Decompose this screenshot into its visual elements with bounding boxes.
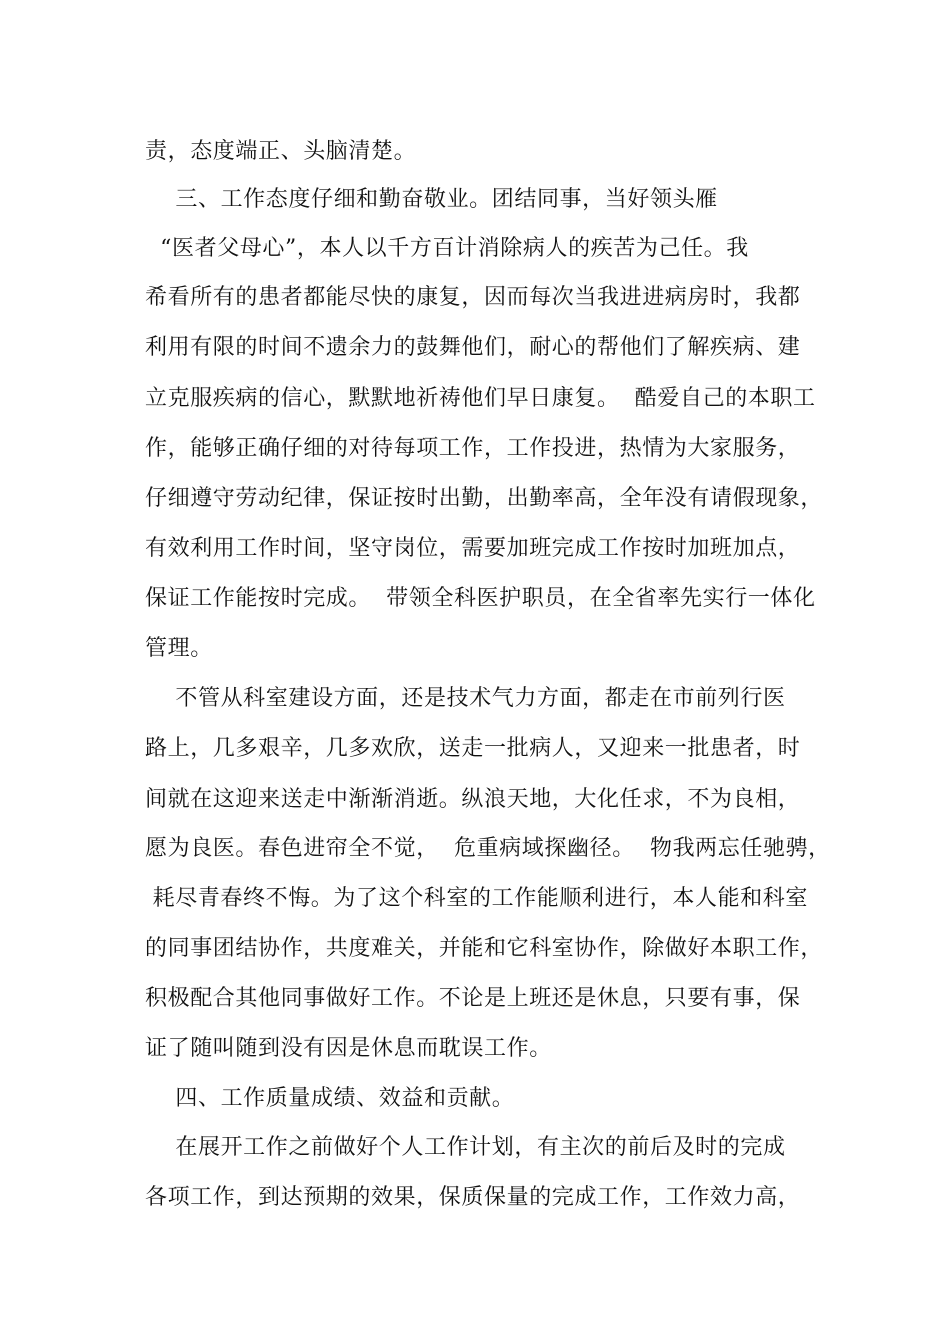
- text-line: 作，能够正确仔细的对待每项工作，工作投进，热情为大家服务，: [145, 436, 801, 461]
- text-line: 证了随叫随到没有因是休息而耽误工作。: [145, 1036, 552, 1061]
- text-line: 希看所有的患者都能尽快的康复，因而每次当我进进病房时，我都: [145, 285, 801, 310]
- section-heading-three: 三、工作态度仔细和勤奋敬业。团结同事，当好领头雁: [145, 187, 718, 212]
- text-line: 耗尽青春终不悔。为了这个科室的工作能顺利进行，本人能和科室: [145, 886, 808, 911]
- text-line: 立克服疾病的信心，默默地祈祷他们早日康复。 酷爱自己的本职工: [145, 386, 816, 411]
- text-line: 积极配合其他同事做好工作。不论是上班还是休息，只要有事，保: [145, 986, 801, 1011]
- text-line: 利用有限的时间不遗余力的鼓舞他们，耐心的帮他们了解疾病、建: [145, 335, 801, 360]
- text-line: 仔细遵守劳动纪律，保证按时出勤，出勤率高，全年没有请假现象，: [145, 486, 824, 511]
- text-line: 间就在这迎来送走中渐渐消逝。纵浪天地，大化任求，不为良相，: [145, 787, 801, 812]
- text-line: 责，态度端正、头脑清楚。: [145, 139, 417, 164]
- text-line: 有效利用工作时间，坚守岗位，需要加班完成工作按时加班加点，: [145, 536, 801, 561]
- text-line: “医者父母心”，本人以千方百计消除病人的疾苦为己任。我: [145, 236, 749, 261]
- text-line: 各项工作，到达预期的效果，保质保量的完成工作，工作效力高，: [145, 1185, 801, 1210]
- text-line: 保证工作能按时完成。 带领全科医护职员，在全省率先实行一体化: [145, 586, 816, 611]
- text-line: 路上，几多艰辛，几多欢欣，送走一批病人，又迎来一批患者，时: [145, 736, 801, 761]
- text-line: 的同事团结协作，共度难关，并能和它科室协作，除做好本职工作，: [145, 936, 824, 961]
- text-line: 愿为良医。春色进帘全不觉， 危重病域探幽径。 物我两忘任驰骋，: [145, 836, 831, 861]
- text-line: 在展开工作之前做好个人工作计划，有主次的前后及时的完成: [145, 1135, 786, 1160]
- section-heading-four: 四、工作质量成绩、效益和贡献。: [145, 1086, 515, 1111]
- text-line: 管理。: [145, 636, 213, 661]
- text-line: 不管从科室建设方面，还是技术气力方面，都走在市前列行医: [145, 686, 786, 711]
